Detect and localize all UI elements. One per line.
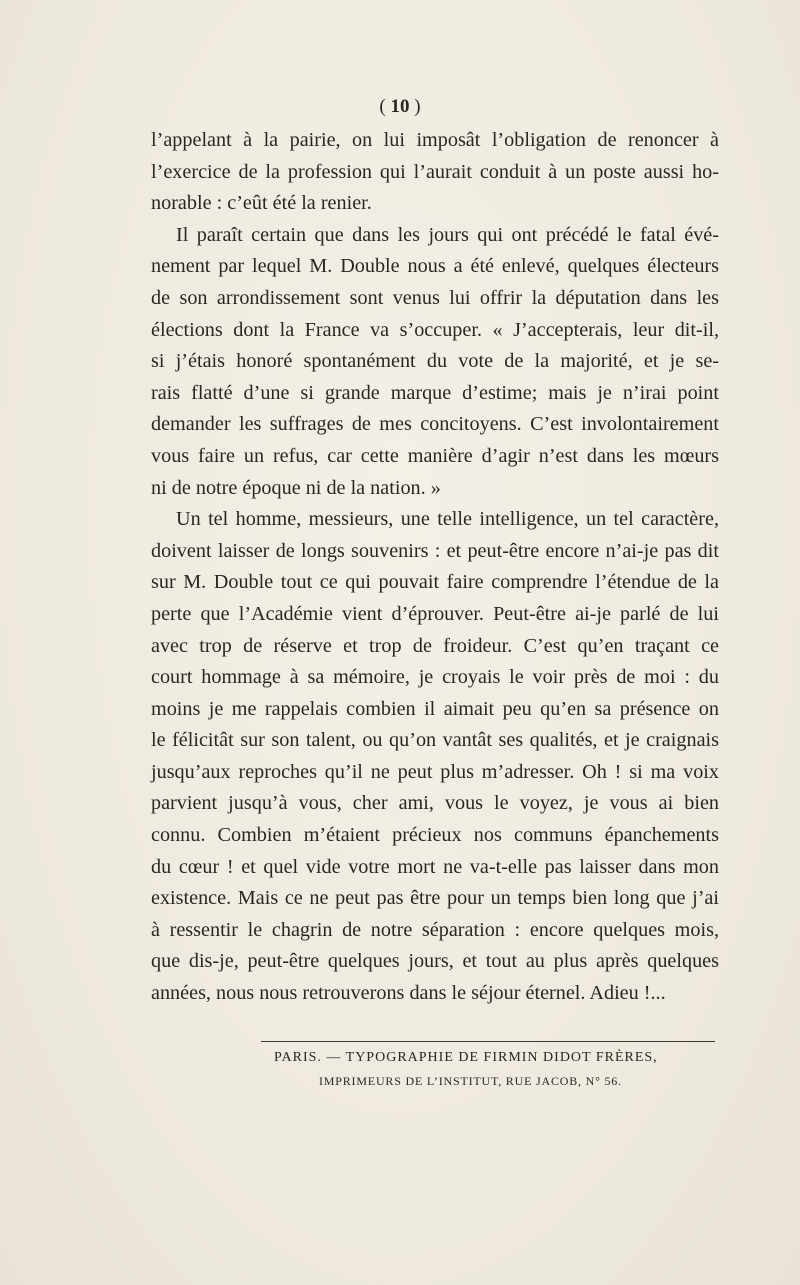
text-line: de son arrondissement sont venus lui offrir la députation dans les [151, 286, 719, 309]
text-line: du cœur ! et quel vide votre mort ne va-t-elle pas laisser dans mon [151, 855, 719, 878]
text-line: connu. Combien m’étaient précieux nos communs épanchements [151, 824, 719, 847]
page-number-value: 10 [390, 96, 410, 117]
text-line: jusqu’aux reproches qu’il ne peut plus m’adresser. Oh ! si ma voix [151, 760, 719, 783]
text-line: élections dont la France va s’occuper. « J’accepterais, leur dit-il, [151, 318, 719, 341]
text-line: moins je me rappelais combien il aimait peu qu’en sa présence on [151, 697, 719, 720]
text-line: l’appelant à la pairie, on lui imposât l’obligation de renoncer à [151, 129, 719, 151]
text-line: à ressentir le chagrin de notre séparation : encore quelques mois, [151, 918, 719, 941]
text-line: si j’étais honoré spontanément du vote de la majorité, et je se- [151, 350, 719, 373]
colophon-printer-line: PARIS. — TYPOGRAPHIE DE FIRMIN DIDOT FRÈRES, [274, 1050, 658, 1065]
text-line: doivent laisser de longs souvenirs : et peut-être encore n’ai-je pas dit [151, 539, 719, 562]
text-line: le félicitât sur son talent, ou qu’on vantât ses qualités, et je craignais [151, 729, 719, 752]
text-line: sur M. Double tout ce qui pouvait faire comprendre l’étendue de la [151, 571, 719, 594]
colophon-divider [261, 1041, 715, 1042]
page-number-open-paren: ( [379, 96, 386, 117]
text-line: perte que l’Académie vient d’éprouver. Peut-être ai-je parlé de lui [151, 602, 719, 625]
text-line: ni de notre époque ni de la nation. » [151, 476, 441, 499]
text-line: Il paraît certain que dans les jours qui ont précédé le fatal évé- [176, 223, 719, 246]
text-line: rais flatté d’une si grande marque d’estime; mais je n’irai point [151, 381, 719, 404]
text-line: Un tel homme, messieurs, une telle intelligence, un tel caractère, [176, 508, 719, 531]
text-line: parvient jusqu’à vous, cher ami, vous le voyez, je vous ai bien [151, 792, 719, 815]
page-number-close-paren: ) [414, 96, 421, 117]
page-number [0, 96, 800, 118]
colophon-address-line: IMPRIMEURS DE L’INSTITUT, RUE JACOB, N° 56. [319, 1074, 622, 1088]
text-line: que dis-je, peut-être quelques jours, et tout au plus après quelques [151, 950, 719, 973]
text-line: vous faire un refus, car cette manière d’agir n’est dans les mœurs [151, 444, 719, 467]
text-line: nement par lequel M. Double nous a été enlevé, quelques électeurs [151, 255, 719, 278]
text-line: existence. Mais ce ne peut pas être pour un temps bien long que j’ai [151, 887, 719, 910]
text-line: années, nous nous retrouverons dans le séjour éternel. Adieu !... [151, 982, 666, 1005]
text-line: l’exercice de la profession qui l’aurait conduit à un poste aussi ho- [151, 160, 719, 183]
text-line: court hommage à sa mémoire, je croyais le voir près de moi : du [151, 666, 719, 689]
text-line: avec trop de réserve et trop de froideur. C’est qu’en traçant ce [151, 634, 719, 657]
text-line: demander les suffrages de mes concitoyens. C’est involontairement [151, 413, 719, 436]
body-text [151, 125, 719, 1010]
text-line: norable : c’eût été la renier. [151, 192, 372, 215]
